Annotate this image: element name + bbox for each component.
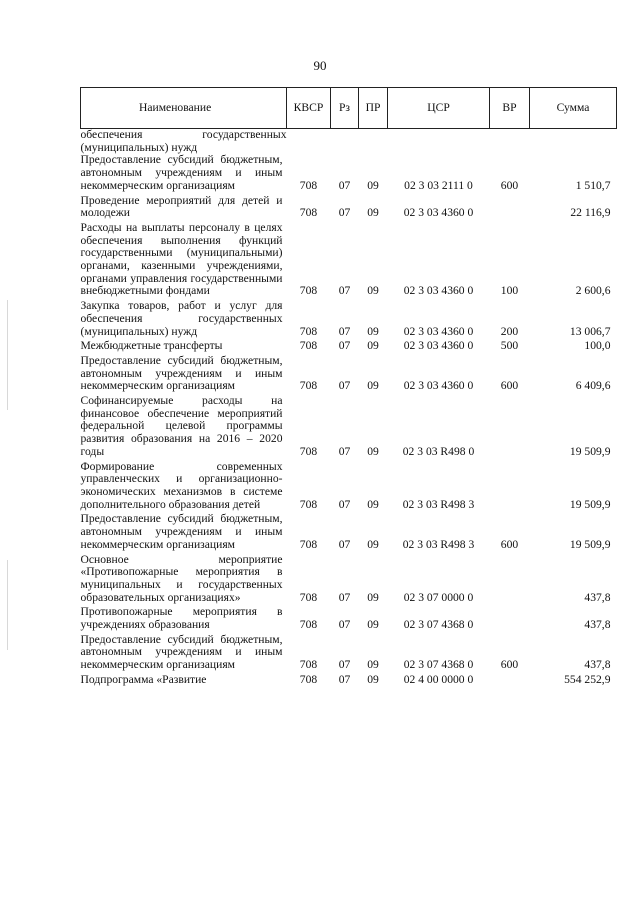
row-kvsr <box>287 129 331 155</box>
row-vr <box>490 674 530 689</box>
row-sum: 437,8 <box>584 590 611 604</box>
row-rz: 07 <box>338 618 351 632</box>
row-pr: 09 <box>367 324 379 338</box>
table-row <box>81 340 617 355</box>
row-rz: 07 <box>338 324 351 338</box>
row-kvsr: 708 <box>299 537 318 551</box>
row-csr: 02 3 03 4360 0 <box>403 339 474 353</box>
row-csr: 02 3 07 0000 0 <box>403 590 474 604</box>
row-name: Закупка товаров, работ и услуг для обеспечения государственных (муниципальных) нужд <box>80 299 283 338</box>
row-sum: 19 509,9 <box>569 497 611 511</box>
row-pr: 09 <box>367 206 379 220</box>
row-csr: 02 3 03 4360 0 <box>403 379 474 393</box>
row-sum: 19 509,9 <box>569 444 611 458</box>
row-vr: 200 <box>500 324 519 338</box>
row-vr <box>490 129 530 155</box>
table-row <box>81 129 617 155</box>
budget-table-container <box>80 87 616 689</box>
table-row <box>81 222 617 300</box>
row-name: Межбюджетные трансферты <box>80 339 223 353</box>
row-csr <box>388 129 490 155</box>
row-kvsr: 708 <box>299 339 318 353</box>
row-rz: 07 <box>338 339 351 353</box>
row-vr: 600 <box>500 178 519 192</box>
row-kvsr: 708 <box>299 178 318 192</box>
row-kvsr: 708 <box>299 590 318 604</box>
row-rz: 07 <box>338 590 351 604</box>
row-rz: 07 <box>338 658 351 672</box>
table-row <box>81 674 617 689</box>
row-kvsr: 708 <box>299 497 318 511</box>
table-row <box>81 195 617 222</box>
row-name: обеспечения государственных (муниципальных) нужд <box>80 128 287 154</box>
scan-margin-line <box>7 560 8 650</box>
header-csr: ЦСР <box>388 88 490 129</box>
row-vr <box>490 395 530 461</box>
row-name: Софинансируемые расходы на финансовое обеспечение мероприятий федеральной целевой программы развития образования на 2016 – 2020 годы <box>80 394 283 458</box>
table-row <box>81 606 617 633</box>
row-name: Формирование современных управленческих и организационно-экономических механизмов в системе дополнительного образования детей <box>80 459 283 511</box>
row-kvsr: 708 <box>299 618 318 632</box>
row-pr: 09 <box>367 618 379 632</box>
row-name: Предоставление субсидий бюджетным, автономным учреждениям и иным некоммерческим организациям <box>80 353 283 393</box>
row-name: Основное мероприятие «Противопожарные мероприятия в муниципальных и государственных образовательных организациях» <box>80 552 283 604</box>
row-rz: 07 <box>338 444 351 458</box>
table-body <box>81 129 617 689</box>
row-kvsr: 708 <box>299 324 318 338</box>
row-vr <box>490 195 530 222</box>
row-pr: 09 <box>367 658 379 672</box>
row-kvsr: 708 <box>299 672 318 686</box>
row-rz: 07 <box>338 178 351 192</box>
row-kvsr: 708 <box>299 206 318 220</box>
row-rz: 07 <box>338 379 351 393</box>
row-vr <box>490 461 530 514</box>
header-kvsr: КВСР <box>287 88 331 129</box>
table-header-row <box>81 88 617 129</box>
row-rz: 07 <box>338 497 351 511</box>
row-pr: 09 <box>367 497 379 511</box>
row-sum: 22 116,9 <box>570 206 611 220</box>
row-pr: 09 <box>367 284 379 298</box>
row-sum: 437,8 <box>584 658 611 672</box>
row-pr: 09 <box>367 590 379 604</box>
row-sum: 6 409,6 <box>575 379 611 393</box>
header-sum: Сумма <box>530 88 617 129</box>
table-row <box>81 300 617 340</box>
table-row <box>81 634 617 674</box>
row-sum: 19 509,9 <box>569 537 611 551</box>
row-sum: 1 510,7 <box>575 178 611 192</box>
budget-table <box>80 87 617 689</box>
row-sum: 554 252,9 <box>564 672 611 686</box>
row-pr: 09 <box>367 537 379 551</box>
row-vr: 600 <box>500 379 519 393</box>
row-vr: 600 <box>500 537 519 551</box>
row-sum: 13 006,7 <box>569 324 611 338</box>
scan-margin-line <box>7 300 8 410</box>
header-name: Наименование <box>81 88 287 129</box>
row-name: Противопожарные мероприятия в учреждениях образования <box>80 605 283 632</box>
row-kvsr: 708 <box>299 284 318 298</box>
row-csr: 02 3 07 4368 0 <box>403 618 474 632</box>
row-pr: 09 <box>367 379 379 393</box>
row-name: Предоставление субсидий бюджетным, автономным учреждениям и иным некоммерческим организациям <box>80 512 283 551</box>
header-vr: ВР <box>490 88 530 129</box>
row-name: Расходы на выплаты персоналу в целях обеспечения выполнения функций государственными (муниципальными) органами, казенными учреждениями, органами управления государственными внебюджетными фондами <box>80 220 283 298</box>
table-row <box>81 154 617 194</box>
table-row <box>81 461 617 514</box>
row-csr: 02 3 03 4360 0 <box>403 206 474 220</box>
row-pr: 09 <box>367 339 379 353</box>
table-row <box>81 355 617 395</box>
table-row <box>81 513 617 553</box>
header-pr: ПР <box>359 88 388 129</box>
row-kvsr: 708 <box>299 379 318 393</box>
row-csr: 02 3 03 4360 0 <box>403 324 474 338</box>
row-rz: 07 <box>338 672 351 686</box>
row-sum: 2 600,6 <box>575 284 611 298</box>
row-csr: 02 3 03 R498 3 <box>402 497 475 511</box>
row-sum: 437,8 <box>584 618 611 632</box>
row-pr: 09 <box>367 444 379 458</box>
row-rz: 07 <box>338 206 351 220</box>
header-rz: Рз <box>331 88 359 129</box>
row-csr: 02 3 03 R498 3 <box>402 537 475 551</box>
row-name: Предоставление субсидий бюджетным, автономным учреждениям и иным некоммерческим организациям <box>80 153 283 192</box>
row-kvsr: 708 <box>299 658 318 672</box>
row-csr: 02 3 03 R498 0 <box>402 444 475 458</box>
row-pr: 09 <box>367 178 379 192</box>
row-csr: 02 3 03 4360 0 <box>403 284 474 298</box>
page-number: 90 <box>313 58 327 73</box>
row-kvsr: 708 <box>299 444 318 458</box>
table-row <box>81 395 617 461</box>
row-pr: 09 <box>367 672 379 686</box>
row-name: Подпрограмма «Развитие <box>80 672 207 686</box>
row-vr: 600 <box>500 658 519 672</box>
row-sum <box>530 129 617 155</box>
row-rz: 07 <box>338 284 351 298</box>
row-rz <box>331 129 359 155</box>
row-csr: 02 3 03 2111 0 <box>404 178 473 192</box>
row-pr <box>359 129 388 155</box>
row-name: Проведение мероприятий для детей и молодежи <box>80 193 283 220</box>
row-vr: 100 <box>500 284 519 298</box>
row-sum: 100,0 <box>584 339 611 353</box>
row-vr <box>490 606 530 633</box>
row-csr: 02 4 00 0000 0 <box>403 672 474 686</box>
table-row <box>81 554 617 607</box>
row-vr: 500 <box>500 339 519 353</box>
row-csr: 02 3 07 4368 0 <box>403 658 474 672</box>
row-vr <box>490 554 530 607</box>
row-rz: 07 <box>338 537 351 551</box>
row-name: Предоставление субсидий бюджетным, автономным учреждениям и иным некоммерческим организациям <box>80 632 283 672</box>
